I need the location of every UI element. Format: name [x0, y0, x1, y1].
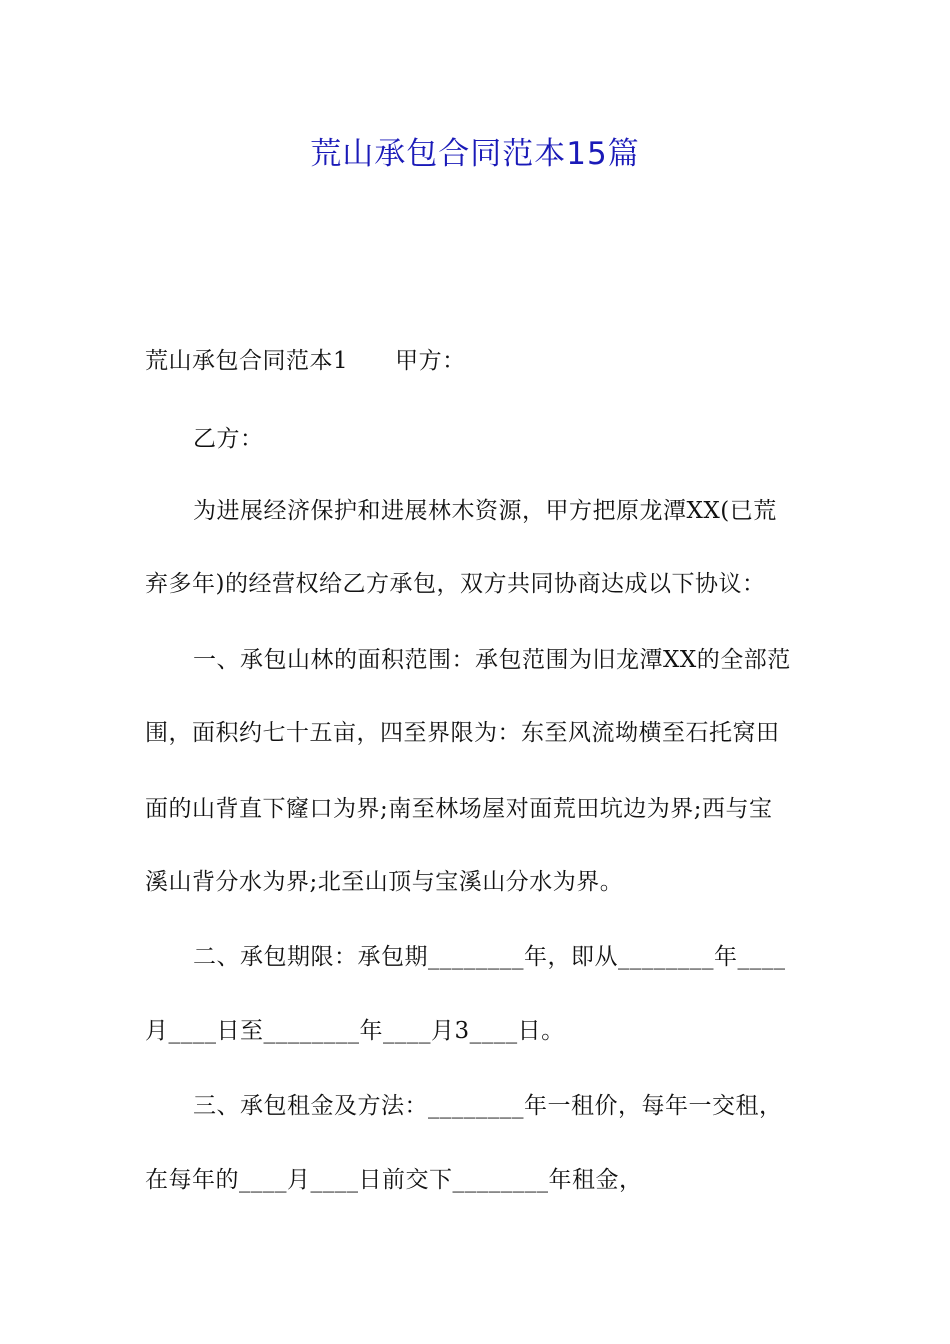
paragraph-line-2: 乙方：: [193, 426, 264, 452]
paragraph-line-3: 为进展经济保护和进展林木资源，甲方把原龙潭XX(已荒: [193, 498, 777, 524]
paragraph-line-7: 面的山背直下窿口为界;南至林场屋对面荒田坑边为界;西与宝: [145, 796, 773, 822]
paragraph-line-1: 荒山承包合同范本1 甲方：: [145, 348, 466, 374]
paragraph-line-11: 三、承包租金及方法：________年一租价，每年一交租，: [193, 1093, 783, 1119]
paragraph-line-6: 围，面积约七十五亩，四至界限为：东至风流坳横至石托窝田: [145, 720, 780, 746]
paragraph-line-8: 溪山背分水为界;北至山顶与宝溪山分水为界。: [145, 869, 624, 895]
paragraph-line-5: 一、承包山林的面积范围：承包范围为旧龙潭XX的全部范: [193, 647, 791, 673]
paragraph-line-9: 二、承包期限：承包期________年，即从________年____: [193, 944, 786, 970]
document-title: 荒山承包合同范本15篇: [310, 136, 640, 172]
paragraph-line-4: 弃多年)的经营权给乙方承包，双方共同协商达成以下协议：: [145, 571, 766, 597]
paragraph-line-12: 在每年的____月____日前交下________年租金，: [145, 1167, 643, 1193]
paragraph-line-10: 月____日至________年____月3____日。: [145, 1018, 565, 1044]
